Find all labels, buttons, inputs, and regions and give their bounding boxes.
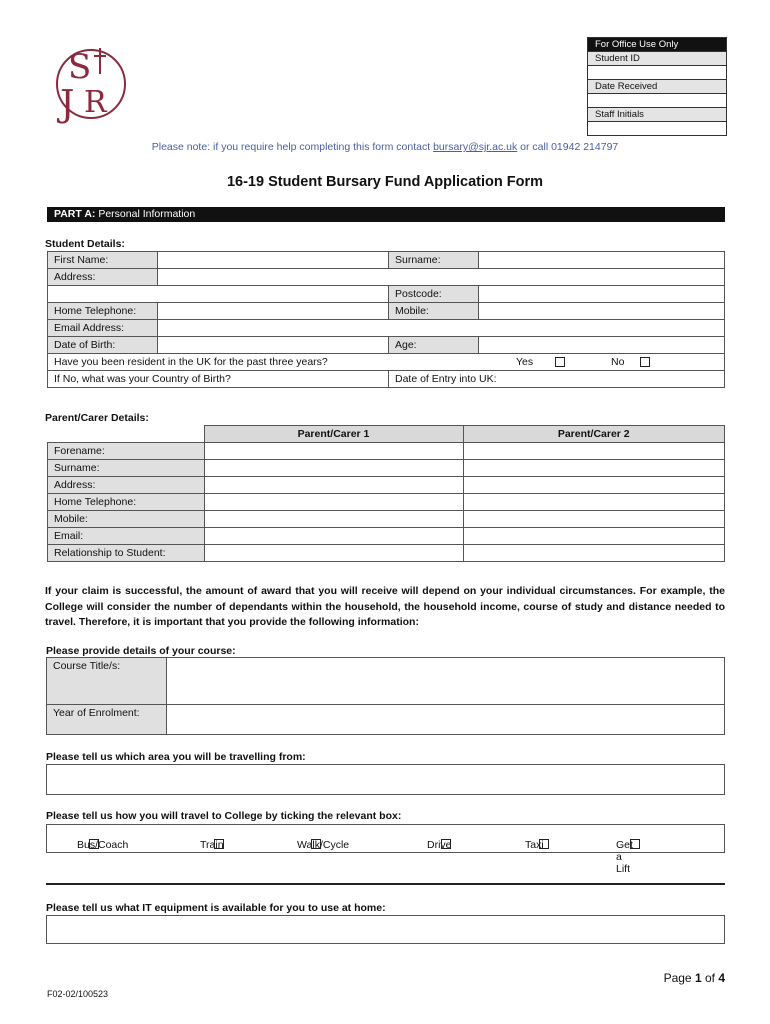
bus-label: Bus/Coach: [77, 839, 129, 851]
postcode-field[interactable]: [479, 286, 725, 303]
walk-checkbox[interactable]: [311, 839, 321, 849]
office-date-received-label: Date Received: [588, 79, 726, 93]
svg-text:J: J: [60, 84, 75, 125]
drive-label: Drive: [427, 839, 452, 851]
home-telephone-field[interactable]: [158, 303, 389, 320]
area-heading: Please tell us which area you will be travelling from:: [46, 751, 306, 763]
student-details-heading: Student Details:: [45, 238, 125, 250]
parent-row-label: Surname:: [48, 460, 205, 477]
parent1-field[interactable]: [204, 494, 463, 511]
parent-row: [48, 545, 725, 562]
resident-no: [611, 356, 650, 368]
form-code: F02-02/100523: [47, 989, 109, 999]
email-label: Email Address:: [48, 320, 158, 337]
taxi-checkbox[interactable]: [539, 839, 549, 849]
bursary-email-link[interactable]: bursary@sjr.ac.uk: [433, 141, 518, 153]
parent-row: [48, 443, 725, 460]
part-a-text: Personal Information: [95, 208, 196, 220]
parent-details-heading: Parent/Carer Details:: [45, 412, 149, 424]
parent1-field[interactable]: [204, 511, 463, 528]
parent-details-table: [47, 425, 725, 562]
parent-row: [48, 494, 725, 511]
age-field[interactable]: [479, 337, 725, 354]
no-label: No: [611, 356, 625, 368]
mobile-label: Mobile:: [389, 303, 479, 320]
student-details-table: [47, 251, 725, 388]
parent1-field[interactable]: [204, 528, 463, 545]
address-field-line2[interactable]: [48, 286, 389, 303]
parent-row-label: Forename:: [48, 443, 205, 460]
address-label: Address:: [48, 269, 158, 286]
office-staff-initials-field[interactable]: [588, 121, 726, 135]
page-of: of: [701, 971, 719, 985]
college-logo: [48, 38, 130, 130]
train-label: Train: [200, 839, 224, 851]
course-table: [46, 657, 725, 735]
page-current: 1: [694, 971, 702, 985]
page-total: 4: [718, 971, 725, 985]
course-title-label: Course Title/s:: [47, 658, 167, 705]
mobile-field[interactable]: [479, 303, 725, 320]
year-enrolment-field[interactable]: [167, 705, 725, 735]
parent-row-label: Address:: [48, 477, 205, 494]
country-birth-label: If No, what was your Country of Birth?: [54, 373, 231, 385]
parent-row-label: Relationship to Student:: [48, 545, 205, 562]
it-field[interactable]: [46, 915, 725, 944]
no-checkbox[interactable]: [640, 357, 650, 367]
age-label: Age:: [389, 337, 479, 354]
parent-row-label: Email:: [48, 528, 205, 545]
section-divider: [46, 883, 725, 885]
help-note: [0, 141, 770, 153]
train-checkbox[interactable]: [214, 839, 224, 849]
resident-question: Have you been resident in the UK for the past three years?: [54, 356, 328, 368]
note-suffix: or call 01942 214797: [517, 141, 619, 153]
parent2-field[interactable]: [463, 460, 725, 477]
parent1-field[interactable]: [204, 545, 463, 562]
parent2-field[interactable]: [463, 443, 725, 460]
taxi-label: Taxi: [525, 839, 544, 851]
travel-options: [46, 824, 725, 875]
yes-label: Yes: [516, 356, 534, 368]
page-prefix: Page: [663, 971, 695, 985]
first-name-field[interactable]: [158, 252, 389, 269]
lift-label: Get a Lift: [616, 839, 633, 875]
resident-yes: [516, 356, 565, 368]
award-explanation: If your claim is successful, the amount of award that you will receive will depend on your individual circumstances. For example, the College will consider the number of dependants within the household, the household income, course of study and distance needed to travel. Therefore, it is important that you provide the following information:: [45, 585, 725, 628]
form-title: 16-19 Student Bursary Fund Application Form: [226, 174, 544, 190]
parent2-header: Parent/Carer 2: [463, 426, 725, 443]
parent-row-label: Mobile:: [48, 511, 205, 528]
parent1-header: Parent/Carer 1: [204, 426, 463, 443]
entry-date-label: Date of Entry into UK:: [395, 373, 497, 385]
it-heading: Please tell us what IT equipment is available for you to use at home:: [46, 902, 386, 914]
parent-row-label: Home Telephone:: [48, 494, 205, 511]
parent2-field[interactable]: [463, 494, 725, 511]
parent1-field[interactable]: [204, 477, 463, 494]
parent1-field[interactable]: [204, 460, 463, 477]
travel-heading: Please tell us how you will travel to College by ticking the relevant box:: [46, 810, 402, 822]
surname-label: Surname:: [389, 252, 479, 269]
entry-date-cell[interactable]: [389, 371, 725, 388]
svg-text:R: R: [84, 85, 107, 120]
dob-field[interactable]: [158, 337, 389, 354]
first-name-label: First Name:: [48, 252, 158, 269]
office-use-box: [587, 37, 727, 136]
parent-row: [48, 528, 725, 545]
area-field[interactable]: [46, 764, 725, 795]
svg-text:S: S: [68, 47, 92, 87]
year-enrolment-label: Year of Enrolment:: [47, 705, 167, 735]
bus-checkbox[interactable]: [89, 839, 99, 849]
postcode-label: Postcode:: [389, 286, 479, 303]
walk-label: Walk/Cycle: [297, 839, 350, 851]
surname-field[interactable]: [479, 252, 725, 269]
parent2-field[interactable]: [463, 528, 725, 545]
part-a-bar: [47, 207, 725, 222]
parent-row: [48, 511, 725, 528]
part-a-label: PART A:: [54, 208, 96, 220]
parent-row: [48, 477, 725, 494]
office-student-id-label: Student ID: [588, 51, 726, 65]
office-date-received-field[interactable]: [588, 93, 726, 107]
lift-checkbox[interactable]: [630, 839, 640, 849]
page-number: [640, 971, 725, 985]
course-heading: Please provide details of your course:: [46, 645, 236, 657]
resident-question-row: [48, 354, 725, 371]
home-telephone-label: Home Telephone:: [48, 303, 158, 320]
office-staff-initials-label: Staff Initials: [588, 107, 726, 121]
parent2-field[interactable]: [463, 477, 725, 494]
parent-table-corner: [48, 426, 205, 443]
yes-checkbox[interactable]: [555, 357, 565, 367]
office-student-id-field[interactable]: [588, 65, 726, 79]
dob-label: Date of Birth:: [48, 337, 158, 354]
parent-row: [48, 460, 725, 477]
parent1-field[interactable]: [204, 443, 463, 460]
course-title-field[interactable]: [167, 658, 725, 705]
office-header: For Office Use Only: [588, 38, 726, 51]
note-prefix: Please note: if you require help completing this form contact: [151, 141, 434, 153]
country-birth-cell[interactable]: [48, 371, 389, 388]
parent2-field[interactable]: [463, 511, 725, 528]
address-field[interactable]: [158, 269, 725, 286]
email-field[interactable]: [158, 320, 725, 337]
drive-checkbox[interactable]: [441, 839, 451, 849]
parent2-field[interactable]: [463, 545, 725, 562]
